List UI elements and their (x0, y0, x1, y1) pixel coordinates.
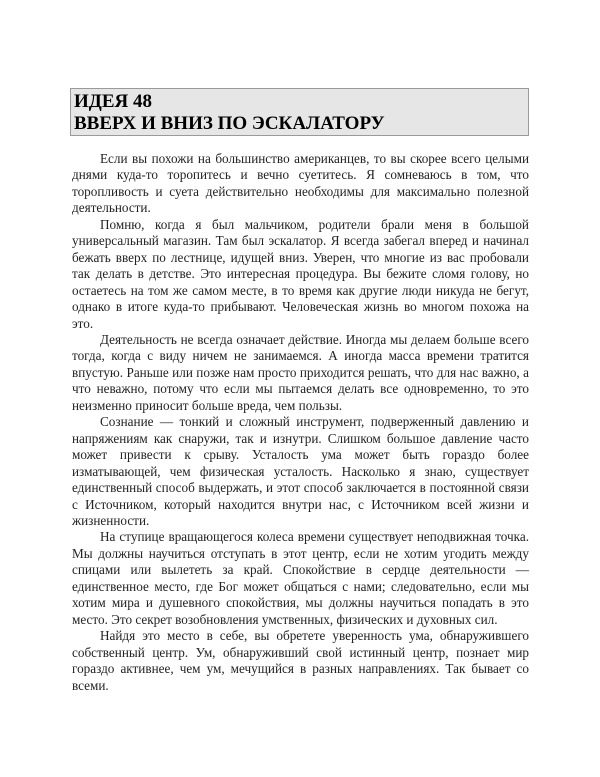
paragraph-5: На ступице вращающегося колеса времени существует неподвижная точка. Мы должны научиться отступать в этот центр, если не хотим угодить между спицами или вылететь за край. Спокойствие в сердце деятельности — единственное место, где Бог может общаться с нами; следовательно, если мы хотим мира и душевного спокойствия, мы должны научиться попадать в это место. Это секрет возобновления умственных, физических и духовных сил. (72, 529, 529, 627)
paragraph-3: Деятельность не всегда означает действие. Иногда мы делаем больше всего тогда, когда с виду ничем не занимаемся. А иногда масса времени тратится впустую. Раньше или позже нам просто приходится решать, что для нас важно, а что неважно, потому что если мы пытаемся делать все одновременно, то это неизменно приносит больше вреда, чем пользы. (72, 331, 529, 413)
paragraph-4: Сознание — тонкий и сложный инструмент, подверженный давлению и напряжениям как снаружи, так и изнутри. Слишком большое давление часто может привести к срыву. Усталость ума может быть гораздо более изматывающей, чем физическая усталость. Насколько я знаю, существует единственный способ выдержать, и этот способ заключается в постоянной связи с Источником, который находится внутри нас, с Источником всей жизни и жизненности. (72, 414, 529, 528)
paragraph-6: Найдя это место в себе, вы обретете уверенность ума, обнаружившего собственный центр. Ум, обнаруживший свой истинный центр, познает мир гораздо активнее, чем ум, мечущийся в разных направлениях. Так бывает со всеми. (72, 628, 529, 693)
chapter-number: ИДЕЯ 48 (74, 91, 152, 112)
body-text (72, 151, 529, 694)
chapter-heading-box (70, 88, 529, 136)
paragraph-1: Если вы похожи на большинство американцев, то вы скорее всего целыми днями куда-то торопитесь и вечно суетитесь. Я сомневаюсь в том, что торопливость и суета действительно необходимы для максимально полезной деятельности. (72, 151, 529, 216)
paragraph-2: Помню, когда я был мальчиком, родители брали меня в большой универсальный магазин. Там был эскалатор. Я всегда забегал вперед и начинал бежать вверх по лестнице, идущей вниз. Уверен, что многие из вас пробовали так делать в детстве. Это интересная процедура. Вы бежите сломя голову, но остаетесь на том же самом месте, в то время как другие люди никуда не бегут, однако в итоге куда-то прибывают. Человеческая жизнь во многом похожа на это. (72, 216, 529, 331)
chapter-title: ВВЕРХ И ВНИЗ ПО ЭСКАЛАТОРУ (74, 113, 385, 134)
